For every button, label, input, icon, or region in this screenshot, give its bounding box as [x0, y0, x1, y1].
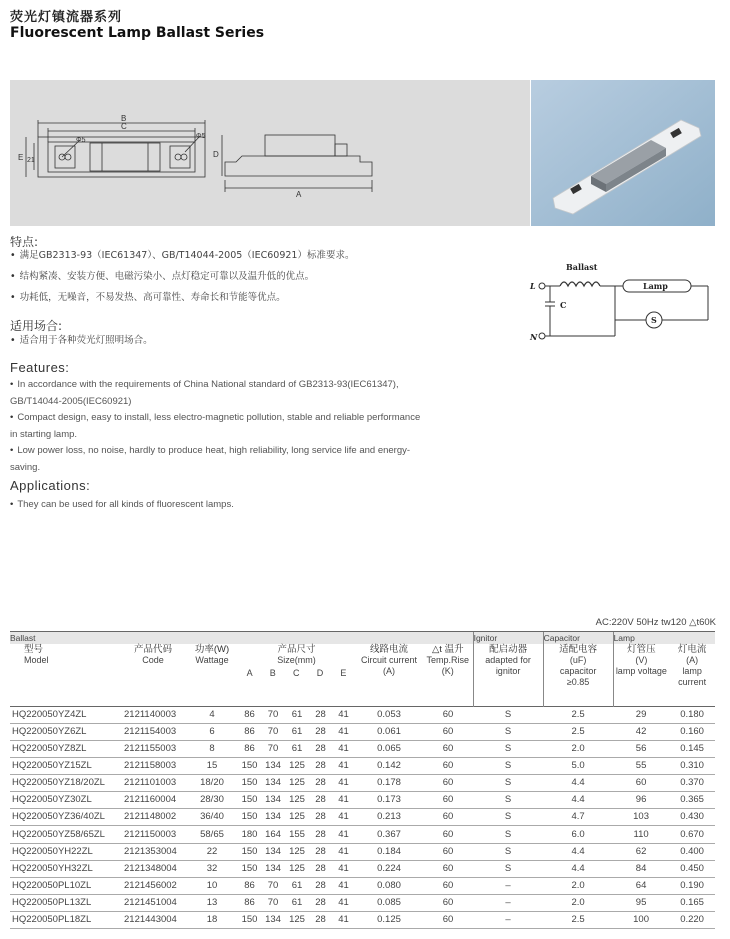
cell-lamp-current: 0.145 [669, 740, 715, 757]
table-row [10, 843, 715, 860]
cell-ignitor: S [473, 792, 543, 809]
cell-model: HQ220050YZ58/65ZL [10, 826, 120, 843]
cell-lamp-voltage: 64 [613, 877, 669, 894]
cell-size-a: 150 [238, 860, 261, 877]
cell-lamp-current: 0.450 [669, 860, 715, 877]
cell-circuit-current: 0.065 [355, 740, 423, 757]
header-wattage: 功率(W) Wattage [194, 644, 230, 665]
cell-size-a: 150 [238, 843, 261, 860]
cell-model: HQ220050YZ30ZL [10, 792, 120, 809]
cell-ignitor: S [473, 723, 543, 740]
features-en-list [10, 377, 430, 476]
cell-wattage: 22 [186, 843, 238, 860]
list-item: • Low power loss, no noise, hardly to produce heat, high reliability, long service life and energy-saving. [10, 443, 430, 476]
header-size-c: C [293, 668, 300, 678]
list-item: • 适合用于各种荧光灯照明场合。 [10, 330, 153, 351]
cell-size-e: 41 [332, 912, 355, 929]
table-row [10, 740, 715, 757]
cell-capacitor: 4.4 [543, 860, 613, 877]
list-item: • In accordance with the requirements of China National standard of GB2313-93(IEC61347), GB/T14044-2005(IEC60921) [10, 377, 430, 410]
dim-label-a: A [296, 190, 302, 199]
features-en-heading: Features: [10, 360, 70, 375]
cell-temp-rise: 60 [423, 860, 473, 877]
cell-size-c: 125 [285, 843, 309, 860]
dim-label-d: D [213, 150, 219, 159]
header-lamp-current: 灯电流 (A) lamp current [677, 644, 707, 687]
group-lamp: Lamp [613, 632, 715, 645]
cell-size-c: 125 [285, 792, 309, 809]
table-row [10, 895, 715, 912]
cell-ignitor: S [473, 706, 543, 723]
circuit-label-n: N [530, 332, 538, 342]
dim-label-dia-b: Φ5 [196, 133, 206, 140]
spec-table-body [10, 706, 715, 929]
cell-lamp-current: 0.670 [669, 826, 715, 843]
cell-circuit-current: 0.080 [355, 877, 423, 894]
cell-lamp-voltage: 95 [613, 895, 669, 912]
header-size-d: D [316, 668, 324, 678]
cell-wattage: 18/20 [186, 775, 238, 792]
header-size-a: A [246, 668, 253, 678]
cell-circuit-current: 0.367 [355, 826, 423, 843]
cell-circuit-current: 0.173 [355, 792, 423, 809]
cell-code: 2121155003 [120, 740, 186, 757]
cell-wattage: 8 [186, 740, 238, 757]
dim-label-21: 21 [27, 157, 35, 164]
cell-ignitor: – [473, 877, 543, 894]
cell-size-d: 28 [309, 895, 332, 912]
table-row [10, 775, 715, 792]
cell-model: HQ220050YH22ZL [10, 843, 120, 860]
cell-size-a: 86 [238, 706, 261, 723]
cell-model: HQ220050YZ36/40ZL [10, 809, 120, 826]
cell-lamp-voltage: 84 [613, 860, 669, 877]
cell-wattage: 13 [186, 895, 238, 912]
cell-temp-rise: 60 [423, 706, 473, 723]
cell-size-b: 134 [261, 809, 285, 826]
cell-lamp-voltage: 62 [613, 843, 669, 860]
cell-ignitor: S [473, 809, 543, 826]
dim-label-dia-a: Φ5 [76, 137, 86, 144]
header-capacitor: 适配电容 (uF) capacitor ≥0.85 [543, 644, 613, 706]
header-model: 型号 Model [24, 644, 49, 665]
cell-temp-rise: 60 [423, 775, 473, 792]
cell-size-b: 70 [261, 740, 285, 757]
cell-temp-rise: 60 [423, 740, 473, 757]
cell-wattage: 32 [186, 860, 238, 877]
cell-ignitor: S [473, 860, 543, 877]
cell-size-a: 86 [238, 895, 261, 912]
cell-code: 2121148002 [120, 809, 186, 826]
cell-temp-rise: 60 [423, 792, 473, 809]
cell-capacitor: 4.4 [543, 775, 613, 792]
cell-lamp-current: 0.180 [669, 706, 715, 723]
cell-code: 2121158003 [120, 757, 186, 774]
table-row [10, 912, 715, 929]
cell-size-e: 41 [332, 706, 355, 723]
cell-wattage: 58/65 [186, 826, 238, 843]
cell-capacitor: 2.5 [543, 706, 613, 723]
group-ignitor: Ignitor [473, 632, 543, 645]
applications-en-heading: Applications: [10, 478, 91, 493]
cell-size-d: 28 [309, 775, 332, 792]
cell-circuit-current: 0.125 [355, 912, 423, 929]
cell-lamp-current: 0.165 [669, 895, 715, 912]
page-title-cn: 荧光灯镇流器系列 [10, 10, 123, 25]
cell-size-d: 28 [309, 912, 332, 929]
cell-capacitor: 5.0 [543, 757, 613, 774]
cell-model: HQ220050YZ18/20ZL [10, 775, 120, 792]
cell-size-b: 70 [261, 877, 285, 894]
cell-circuit-current: 0.142 [355, 757, 423, 774]
cell-size-a: 86 [238, 723, 261, 740]
cell-lamp-current: 0.430 [669, 809, 715, 826]
cell-size-c: 125 [285, 775, 309, 792]
cell-lamp-current: 0.370 [669, 775, 715, 792]
header-ignitor: 配启动器 adapted for ignitor [473, 644, 543, 706]
cell-size-a: 86 [238, 740, 261, 757]
cell-size-d: 28 [309, 843, 332, 860]
cell-size-b: 134 [261, 843, 285, 860]
cell-capacitor: 4.4 [543, 792, 613, 809]
cell-capacitor: 6.0 [543, 826, 613, 843]
cell-model: HQ220050PL18ZL [10, 912, 120, 929]
cell-code: 2121154003 [120, 723, 186, 740]
cell-size-d: 28 [309, 740, 332, 757]
list-item: • 满足GB2313-93（IEC61347）、GB/T14044-2005（IEC60921）标准要求。 [10, 245, 354, 266]
circuit-label-ballast: Ballast [566, 262, 598, 272]
cell-lamp-voltage: 56 [613, 740, 669, 757]
cell-size-b: 134 [261, 775, 285, 792]
cell-lamp-current: 0.365 [669, 792, 715, 809]
cell-model: HQ220050PL10ZL [10, 877, 120, 894]
cell-size-b: 134 [261, 792, 285, 809]
header-code: 产品代码 Code [133, 644, 172, 665]
cell-lamp-voltage: 60 [613, 775, 669, 792]
cell-model: HQ220050YH32ZL [10, 860, 120, 877]
group-ballast: Ballast [10, 632, 473, 645]
cell-size-a: 150 [238, 775, 261, 792]
cell-capacitor: 4.7 [543, 809, 613, 826]
table-row [10, 826, 715, 843]
cell-ignitor: S [473, 757, 543, 774]
cell-lamp-voltage: 55 [613, 757, 669, 774]
cell-code: 2121443004 [120, 912, 186, 929]
cell-temp-rise: 60 [423, 843, 473, 860]
cell-size-c: 61 [285, 740, 309, 757]
cell-temp-rise: 60 [423, 723, 473, 740]
product-photo [531, 80, 715, 226]
cell-capacitor: 2.0 [543, 895, 613, 912]
cell-ignitor: S [473, 775, 543, 792]
cell-size-e: 41 [332, 826, 355, 843]
group-capacitor: Capacitor [543, 632, 613, 645]
cell-code: 2121140003 [120, 706, 186, 723]
cell-code: 2121353004 [120, 843, 186, 860]
table-row [10, 792, 715, 809]
cell-code: 2121348004 [120, 860, 186, 877]
ballast-photo-illustration [531, 80, 715, 226]
cell-ignitor: – [473, 895, 543, 912]
cell-size-c: 61 [285, 706, 309, 723]
cell-size-a: 86 [238, 877, 261, 894]
cell-wattage: 4 [186, 706, 238, 723]
cell-lamp-voltage: 96 [613, 792, 669, 809]
cell-ignitor: S [473, 740, 543, 757]
wiring-diagram [520, 256, 725, 348]
header-temp-rise: △t 温升 Temp.Rise (K) [426, 644, 470, 676]
cell-size-e: 41 [332, 775, 355, 792]
circuit-label-s: S [651, 315, 657, 325]
list-item: • Compact design, easy to install, less electro-magnetic pollution, stable and reliable performance in starting lamp. [10, 410, 430, 443]
cell-circuit-current: 0.178 [355, 775, 423, 792]
cell-capacitor: 2.5 [543, 723, 613, 740]
cell-temp-rise: 60 [423, 809, 473, 826]
cell-lamp-current: 0.160 [669, 723, 715, 740]
cell-ignitor: S [473, 843, 543, 860]
cell-size-e: 41 [332, 792, 355, 809]
dimension-drawing [10, 80, 530, 226]
cell-size-b: 134 [261, 757, 285, 774]
cell-size-e: 41 [332, 757, 355, 774]
cell-model: HQ220050YZ15ZL [10, 757, 120, 774]
cell-size-b: 70 [261, 895, 285, 912]
header-lamp-voltage: 灯管压 (V) lamp voltage [613, 644, 669, 706]
cell-size-d: 28 [309, 809, 332, 826]
cell-ignitor: – [473, 912, 543, 929]
cell-size-a: 150 [238, 792, 261, 809]
header-circuit-current: 线路电流 Circuit current (A) [360, 644, 417, 676]
cell-temp-rise: 60 [423, 895, 473, 912]
cell-size-c: 125 [285, 860, 309, 877]
cell-size-d: 28 [309, 757, 332, 774]
list-item: • 功耗低，无噪音，不易发热、高可靠性、寿命长和节能等优点。 [10, 287, 354, 308]
circuit-label-l: L [530, 281, 536, 291]
cell-capacitor: 4.4 [543, 843, 613, 860]
cell-size-e: 41 [332, 843, 355, 860]
table-row [10, 706, 715, 723]
cell-size-d: 28 [309, 706, 332, 723]
cell-size-c: 125 [285, 809, 309, 826]
cell-size-d: 28 [309, 860, 332, 877]
cell-code: 2121150003 [120, 826, 186, 843]
cell-size-e: 41 [332, 895, 355, 912]
cell-temp-rise: 60 [423, 877, 473, 894]
cell-circuit-current: 0.184 [355, 843, 423, 860]
cell-lamp-voltage: 29 [613, 706, 669, 723]
cell-wattage: 10 [186, 877, 238, 894]
cell-wattage: 15 [186, 757, 238, 774]
cell-size-d: 28 [309, 723, 332, 740]
cell-size-b: 134 [261, 860, 285, 877]
cell-circuit-current: 0.053 [355, 706, 423, 723]
cell-size-c: 61 [285, 895, 309, 912]
cell-model: HQ220050YZ8ZL [10, 740, 120, 757]
cell-wattage: 36/40 [186, 809, 238, 826]
list-item: • 结构紧凑、安装方便、电磁污染小、点灯稳定可靠以及温升低的优点。 [10, 266, 354, 287]
cell-wattage: 28/30 [186, 792, 238, 809]
cell-code: 2121160004 [120, 792, 186, 809]
dim-label-b: B [121, 114, 127, 123]
cell-circuit-current: 0.213 [355, 809, 423, 826]
cell-size-c: 125 [285, 757, 309, 774]
spec-group-row [10, 632, 715, 645]
cell-size-c: 61 [285, 877, 309, 894]
spec-table [10, 631, 715, 929]
cell-wattage: 6 [186, 723, 238, 740]
cell-size-e: 41 [332, 860, 355, 877]
cell-size-b: 70 [261, 706, 285, 723]
cell-capacitor: 2.0 [543, 877, 613, 894]
spec-conditions-note: AC:220V 50Hz tw120 △t60K [595, 617, 716, 628]
header-size-e: E [340, 668, 347, 678]
cell-size-d: 28 [309, 877, 332, 894]
table-row [10, 877, 715, 894]
cell-size-a: 180 [238, 826, 261, 843]
cell-lamp-current: 0.220 [669, 912, 715, 929]
cell-code: 2121101003 [120, 775, 186, 792]
page-title-en: Fluorescent Lamp Ballast Series [10, 25, 265, 41]
ballast-outline-drawing [10, 80, 530, 226]
cell-capacitor: 2.5 [543, 912, 613, 929]
cell-size-b: 164 [261, 826, 285, 843]
features-cn-heading: 特点: [10, 235, 39, 249]
cell-size-d: 28 [309, 792, 332, 809]
cell-model: HQ220050PL13ZL [10, 895, 120, 912]
cell-wattage: 18 [186, 912, 238, 929]
cell-model: HQ220050YZ6ZL [10, 723, 120, 740]
cell-lamp-voltage: 110 [613, 826, 669, 843]
cell-circuit-current: 0.061 [355, 723, 423, 740]
cell-ignitor: S [473, 826, 543, 843]
cell-size-c: 155 [285, 826, 309, 843]
cell-lamp-voltage: 42 [613, 723, 669, 740]
cell-capacitor: 2.0 [543, 740, 613, 757]
cell-code: 2121451004 [120, 895, 186, 912]
dim-label-c: C [121, 122, 127, 131]
cell-code: 2121456002 [120, 877, 186, 894]
header-size-b: B [269, 668, 276, 678]
table-row [10, 723, 715, 740]
cell-model: HQ220050YZ4ZL [10, 706, 120, 723]
cell-size-d: 28 [309, 826, 332, 843]
header-size: 产品尺寸 Size(mm) A B C D E [246, 644, 347, 678]
cell-temp-rise: 60 [423, 826, 473, 843]
cell-temp-rise: 60 [423, 757, 473, 774]
circuit-label-lamp: Lamp [643, 281, 668, 291]
dim-label-e: E [18, 153, 24, 162]
applications-cn-heading: 适用场合: [10, 319, 63, 333]
applications-cn-list [10, 330, 153, 351]
cell-size-e: 41 [332, 723, 355, 740]
cell-circuit-current: 0.224 [355, 860, 423, 877]
cell-size-a: 150 [238, 809, 261, 826]
cell-size-b: 70 [261, 723, 285, 740]
spec-header-row [10, 644, 715, 706]
cell-size-c: 125 [285, 912, 309, 929]
cell-size-c: 61 [285, 723, 309, 740]
cell-lamp-current: 0.400 [669, 843, 715, 860]
cell-lamp-current: 0.310 [669, 757, 715, 774]
cell-size-e: 41 [332, 809, 355, 826]
cell-lamp-voltage: 100 [613, 912, 669, 929]
cell-size-a: 150 [238, 912, 261, 929]
features-cn-list [10, 245, 354, 308]
cell-lamp-current: 0.190 [669, 877, 715, 894]
applications-en-list [10, 497, 430, 514]
cell-size-e: 41 [332, 877, 355, 894]
list-item: • They can be used for all kinds of fluorescent lamps. [10, 497, 430, 514]
cell-circuit-current: 0.085 [355, 895, 423, 912]
table-row [10, 860, 715, 877]
cell-temp-rise: 60 [423, 912, 473, 929]
cell-lamp-voltage: 103 [613, 809, 669, 826]
table-row [10, 757, 715, 774]
cell-size-a: 150 [238, 757, 261, 774]
circuit-label-c: C [560, 300, 567, 310]
cell-size-e: 41 [332, 740, 355, 757]
cell-size-b: 134 [261, 912, 285, 929]
table-row [10, 809, 715, 826]
